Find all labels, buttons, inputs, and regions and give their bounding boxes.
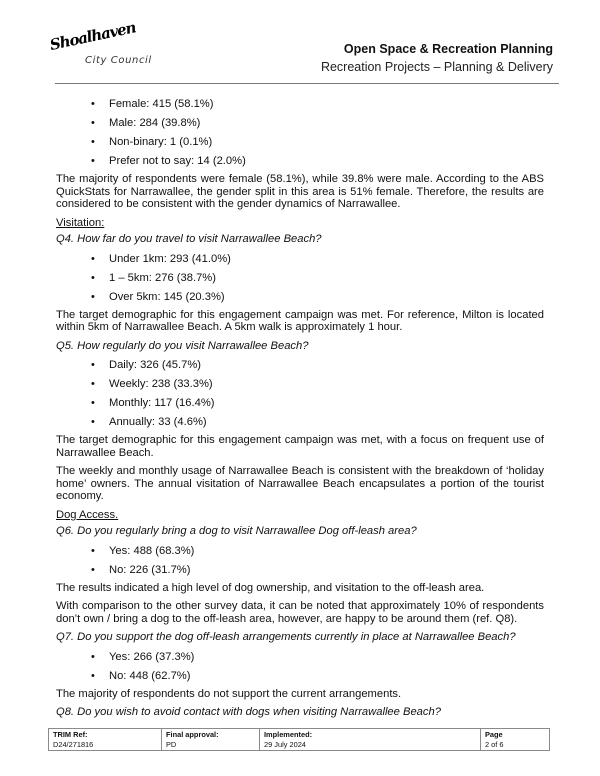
q5-list xyxy=(56,357,544,433)
list-item: • No: 448 (62.7%) xyxy=(56,668,544,687)
gender-paragraph: The majority of respondents were female (58.1%), while 39.8% were male. According to the ABS QuickStats for Narrawallee, the gender split in this area is 51% female. Therefore, the results are considered to be consistent with the gender dynamics of Narrawallee. xyxy=(56,173,544,210)
q7-paragraph: The majority of respondents do not support the current arrangements. xyxy=(56,687,402,700)
q4-list xyxy=(56,251,544,308)
list-item: • 1 – 5km: 276 (38.7%) xyxy=(56,270,544,289)
q4-paragraph: The target demographic for this engagement campaign was met. For reference, Milton is located within 5km of Narrawallee Beach. A 5km walk is approximately 1 hour. xyxy=(56,308,544,333)
footer-page-cell xyxy=(481,729,550,751)
q5-question: Q5. How regularly do you visit Narrawallee Beach? xyxy=(56,339,309,352)
q6-list xyxy=(56,543,544,581)
footer-table xyxy=(48,728,550,751)
header-subtitle: Recreation Projects – Planning & Delivery xyxy=(320,60,553,74)
logo-subtitle: City Council xyxy=(85,55,152,66)
q4-question: Q4. How far do you travel to visit Narrawallee Beach? xyxy=(56,233,322,245)
list-item: • Over 5km: 145 (20.3%) xyxy=(56,289,544,308)
page-label: Page xyxy=(485,730,503,739)
implemented-value: 29 July 2024 xyxy=(264,739,306,749)
list-item: • Prefer not to say: 14 (2.0%) xyxy=(56,153,544,172)
final-approval-value: PD xyxy=(166,739,177,749)
trim-ref-value: D24/271816 xyxy=(53,739,94,749)
list-item: • Monthly: 117 (16.4%) xyxy=(56,395,544,414)
footer-trim-cell xyxy=(49,729,162,751)
list-item: • Yes: 488 (68.3%) xyxy=(56,543,544,562)
q6-paragraph-2: With comparison to the other survey data, it can be noted that approximately 10% of respondents don’t own / bring a dog to the off-leash area, however, are happy to be around them (ref. Q8). xyxy=(56,600,544,625)
q7-question: Q7. Do you support the dog off-leash arrangements currently in place at Narrawallee Beach? xyxy=(56,631,516,643)
q6-question: Q6. Do you regularly bring a dog to visit Narrawallee Dog off-leash area? xyxy=(56,525,417,537)
q7-list xyxy=(56,649,544,687)
dog-access-heading: Dog Access. xyxy=(56,508,119,521)
footer-approval-cell xyxy=(162,729,260,751)
final-approval-label: Final approval: xyxy=(166,730,219,739)
footer-implemented-cell xyxy=(260,729,481,751)
trim-ref-label: TRIM Ref: xyxy=(53,730,88,739)
list-item: • Non-binary: 1 (0.1%) xyxy=(56,134,544,153)
list-item: • Female: 415 (58.1%) xyxy=(56,96,544,115)
page-number: 2 of 6 xyxy=(485,739,504,749)
shoalhaven-logo xyxy=(48,18,162,76)
header-divider xyxy=(55,83,559,84)
q6-paragraph-1: The results indicated a high level of dog ownership, and visitation to the off-leash area. xyxy=(56,581,485,594)
q5-paragraph-2: The weekly and monthly usage of Narrawallee Beach is consistent with the breakdown of ‘holiday home’ owners. The annual visitation of Narrawallee Beach encapsulates a portion of the tourist economy. xyxy=(56,465,544,502)
list-item: • Under 1km: 293 (41.0%) xyxy=(56,251,544,270)
q5-paragraph-1: The target demographic for this engagement campaign was met, with a focus on frequent use of Narrawallee Beach. xyxy=(56,434,544,459)
implemented-label: Implemented: xyxy=(264,730,313,739)
list-item: • Male: 284 (39.8%) xyxy=(56,115,544,134)
q8-question: Q8. Do you wish to avoid contact with dogs when visiting Narrawallee Beach? xyxy=(56,706,441,718)
document-body xyxy=(56,96,544,724)
gender-list xyxy=(56,96,544,172)
list-item: • Annually: 33 (4.6%) xyxy=(56,414,544,433)
list-item: • No: 226 (31.7%) xyxy=(56,562,544,581)
visitation-heading: Visitation: xyxy=(56,216,105,229)
header-title: Open Space & Recreation Planning xyxy=(343,42,553,56)
logo-script-text: Shoalhaven xyxy=(48,18,138,54)
list-item: • Weekly: 238 (33.3%) xyxy=(56,376,544,395)
list-item: • Yes: 266 (37.3%) xyxy=(56,649,544,668)
list-item: • Daily: 326 (45.7%) xyxy=(56,357,544,376)
